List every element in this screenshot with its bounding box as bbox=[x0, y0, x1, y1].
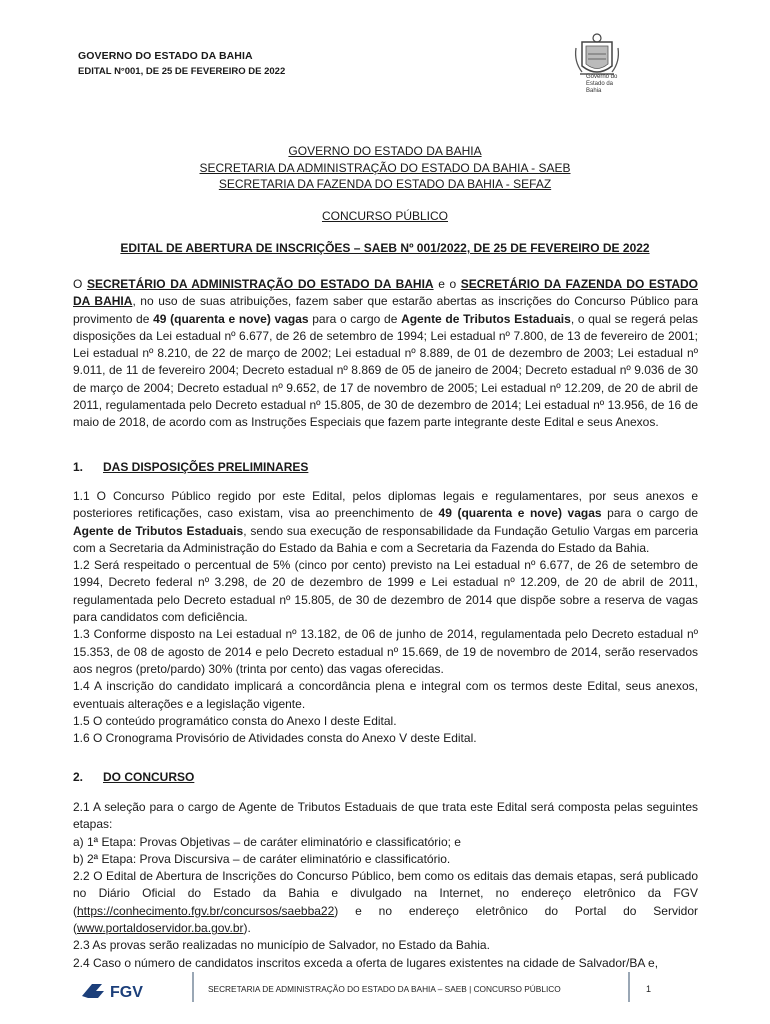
footer-separator bbox=[192, 972, 194, 1002]
item-1-5: 1.5 O conteúdo programático consta do Anexo I deste Edital. bbox=[73, 713, 397, 728]
title-saeb: SECRETARIA DA ADMINISTRAÇÃO DO ESTADO DA BAHIA - SAEB bbox=[199, 160, 571, 175]
section-2-body bbox=[73, 799, 698, 972]
item-2-1-b: b) 2ª Etapa: Prova Discursiva – de caráter eliminatório e classificatório. bbox=[73, 851, 451, 866]
section-1-heading: 1. DAS DISPOSIÇÕES PRELIMINARES bbox=[73, 460, 309, 474]
item-2-4: 2.4 Caso o número de candidatos inscritos exceda a oferta de lugares existentes na cidade de Salvador/BA e, bbox=[73, 955, 659, 970]
title-edital: EDITAL DE ABERTURA DE INSCRIÇÕES – SAEB Nº 001/2022, DE 25 DE FEVEREIRO DE 2022 bbox=[120, 241, 650, 255]
footer-text: SECRETARIA DE ADMINISTRAÇÃO DO ESTADO DA BAHIA – SAEB | CONCURSO PÚBLICO bbox=[208, 984, 561, 994]
seal-caption: Governo do Estado da Bahia bbox=[586, 74, 618, 94]
item-2-2: 2.2 O Edital de Abertura de Inscrições do Concurso Público, bem como os editais das demais etapas, será publicado no Diário Oficial do Estado da Bahia e divulgado na Internet, no endereço eletrônico da FGV (https://conhecimento.fgv.br/concursos/saebba22) e no endereço eletrônico do Portal do Servidor (www.portaldoservidor.ba.gov.br). bbox=[73, 869, 698, 936]
fgv-link[interactable]: https://conhecimento.fgv.br/concursos/saebba22 bbox=[77, 903, 335, 918]
item-1-2: 1.2 Será respeitado o percentual de 5% (cinco por cento) previsto na Lei estadual nº 6.677, de 26 de setembro de 1994, Decreto federal nº 3.298, de 20 de dezembro de 1999 e Lei estadual nº 12.209, de 20 de abril de 2011, regulamentada pelo Decreto estadual nº 15.805, de 30 de dezembro de 2014 que dispõe sobre a reserva de vagas para candidatos com deficiência. bbox=[73, 558, 698, 625]
title-sefaz: SECRETARIA DA FAZENDA DO ESTADO DA BAHIA - SEFAZ bbox=[218, 177, 552, 191]
title-government: GOVERNO DO ESTADO DA BAHIA bbox=[288, 144, 482, 158]
footer-separator bbox=[628, 972, 630, 1002]
header-government: GOVERNO DO ESTADO DA BAHIA bbox=[78, 50, 253, 62]
intro-paragraph: O SECRETÁRIO DA ADMINISTRAÇÃO DO ESTADO DA BAHIA e o SECRETÁRIO DA FAZENDA DO ESTADO DA BAHIA, no uso de suas atribuições, fazem saber que estarão abertas as inscrições do Concurso Público para provimento de 49 (quarenta e nove) vagas para o cargo de Agente de Tributos Estaduais, o qual se regerá pelas disposições da Lei estadual nº 6.677, de 26 de setembro de 1994; Lei estadual nº 7.800, de 13 de fevereiro de 2001; Lei estadual nº 8.210, de 22 de março de 2002; Lei estadual nº 8.889, de 01 de dezembro de 2003; Lei estadual nº 9.011, de 11 de fevereiro 2004; Decreto estadual nº 8.869 de 05 de janeiro de 2004; Decreto estadual nº 9.036 de 30 de março de 2004; Decreto estadual nº 9.652, de 17 de novembro de 2005; Lei estadual nº 12.209, de 20 de abril de 2011, regulamentada pelo Decreto estadual nº 15.805, de 30 de dezembro de 2014; Lei estadual nº 13.956, de 16 de maio de 2018, de acordo com as Instruções Especiais que fazem parte integrante deste Edital e seus Anexos. bbox=[73, 277, 699, 430]
page-number: 1 bbox=[646, 984, 652, 994]
item-1-3: 1.3 Conforme disposto na Lei estadual nº 13.182, de 06 de junho de 2014, regulamentada pelo Decreto estadual nº 15.353, de 08 de agosto de 2014 e pelo Decreto estadual nº 15.669, de 19 de novembro de 2014, serão reservados aos negros (preto/pardo) 30% (trinta por cento) das vagas oferecidas. bbox=[73, 627, 698, 676]
section-1-body bbox=[73, 488, 698, 747]
fgv-logo-icon bbox=[80, 978, 170, 1002]
document-titles bbox=[0, 143, 770, 193]
item-2-1-a: a) 1ª Etapa: Provas Objetivas – de caráter eliminatório e classificatório; e bbox=[73, 834, 461, 849]
portal-servidor-link[interactable]: www.portaldoservidor.ba.gov.br bbox=[77, 921, 244, 936]
section-2-heading: 2. DO CONCURSO bbox=[73, 770, 195, 784]
item-2-1: 2.1 A seleção para o cargo de Agente de Tributos Estaduais de que trata este Edital será composta pelas seguintes etapas: bbox=[73, 800, 698, 832]
item-1-1: 1.1 O Concurso Público regido por este Edital, pelos diplomas legais e regulamentares, por seus anexos e posteriores retificações, caso existam, visa ao preenchimento de 49 (quarenta e nove) vagas para o cargo de Agente de Tributos Estaduais, sendo sua execução de responsabilidade da Fundação Getulio Vargas em parceria com a Secretaria da Administração do Estado da Bahia e com a Secretaria da Fazenda do Estado da Bahia. bbox=[73, 489, 698, 555]
fgv-logo-text: FGV bbox=[110, 984, 143, 1001]
page-header bbox=[78, 48, 285, 80]
header-edital: EDITAL N°001, DE 25 DE FEVEREIRO DE 2022 bbox=[78, 66, 286, 77]
item-1-4: 1.4 A inscrição do candidato implicará a concordância plena e integral com os termos deste Edital, seus anexos, eventuais alterações e a legislação vigente. bbox=[73, 679, 698, 711]
item-1-6: 1.6 O Cronograma Provisório de Atividades consta do Anexo V deste Edital. bbox=[73, 731, 477, 746]
title-concurso: CONCURSO PÚBLICO bbox=[321, 209, 449, 223]
item-2-3: 2.3 As provas serão realizadas no município de Salvador, no Estado da Bahia. bbox=[73, 938, 490, 953]
